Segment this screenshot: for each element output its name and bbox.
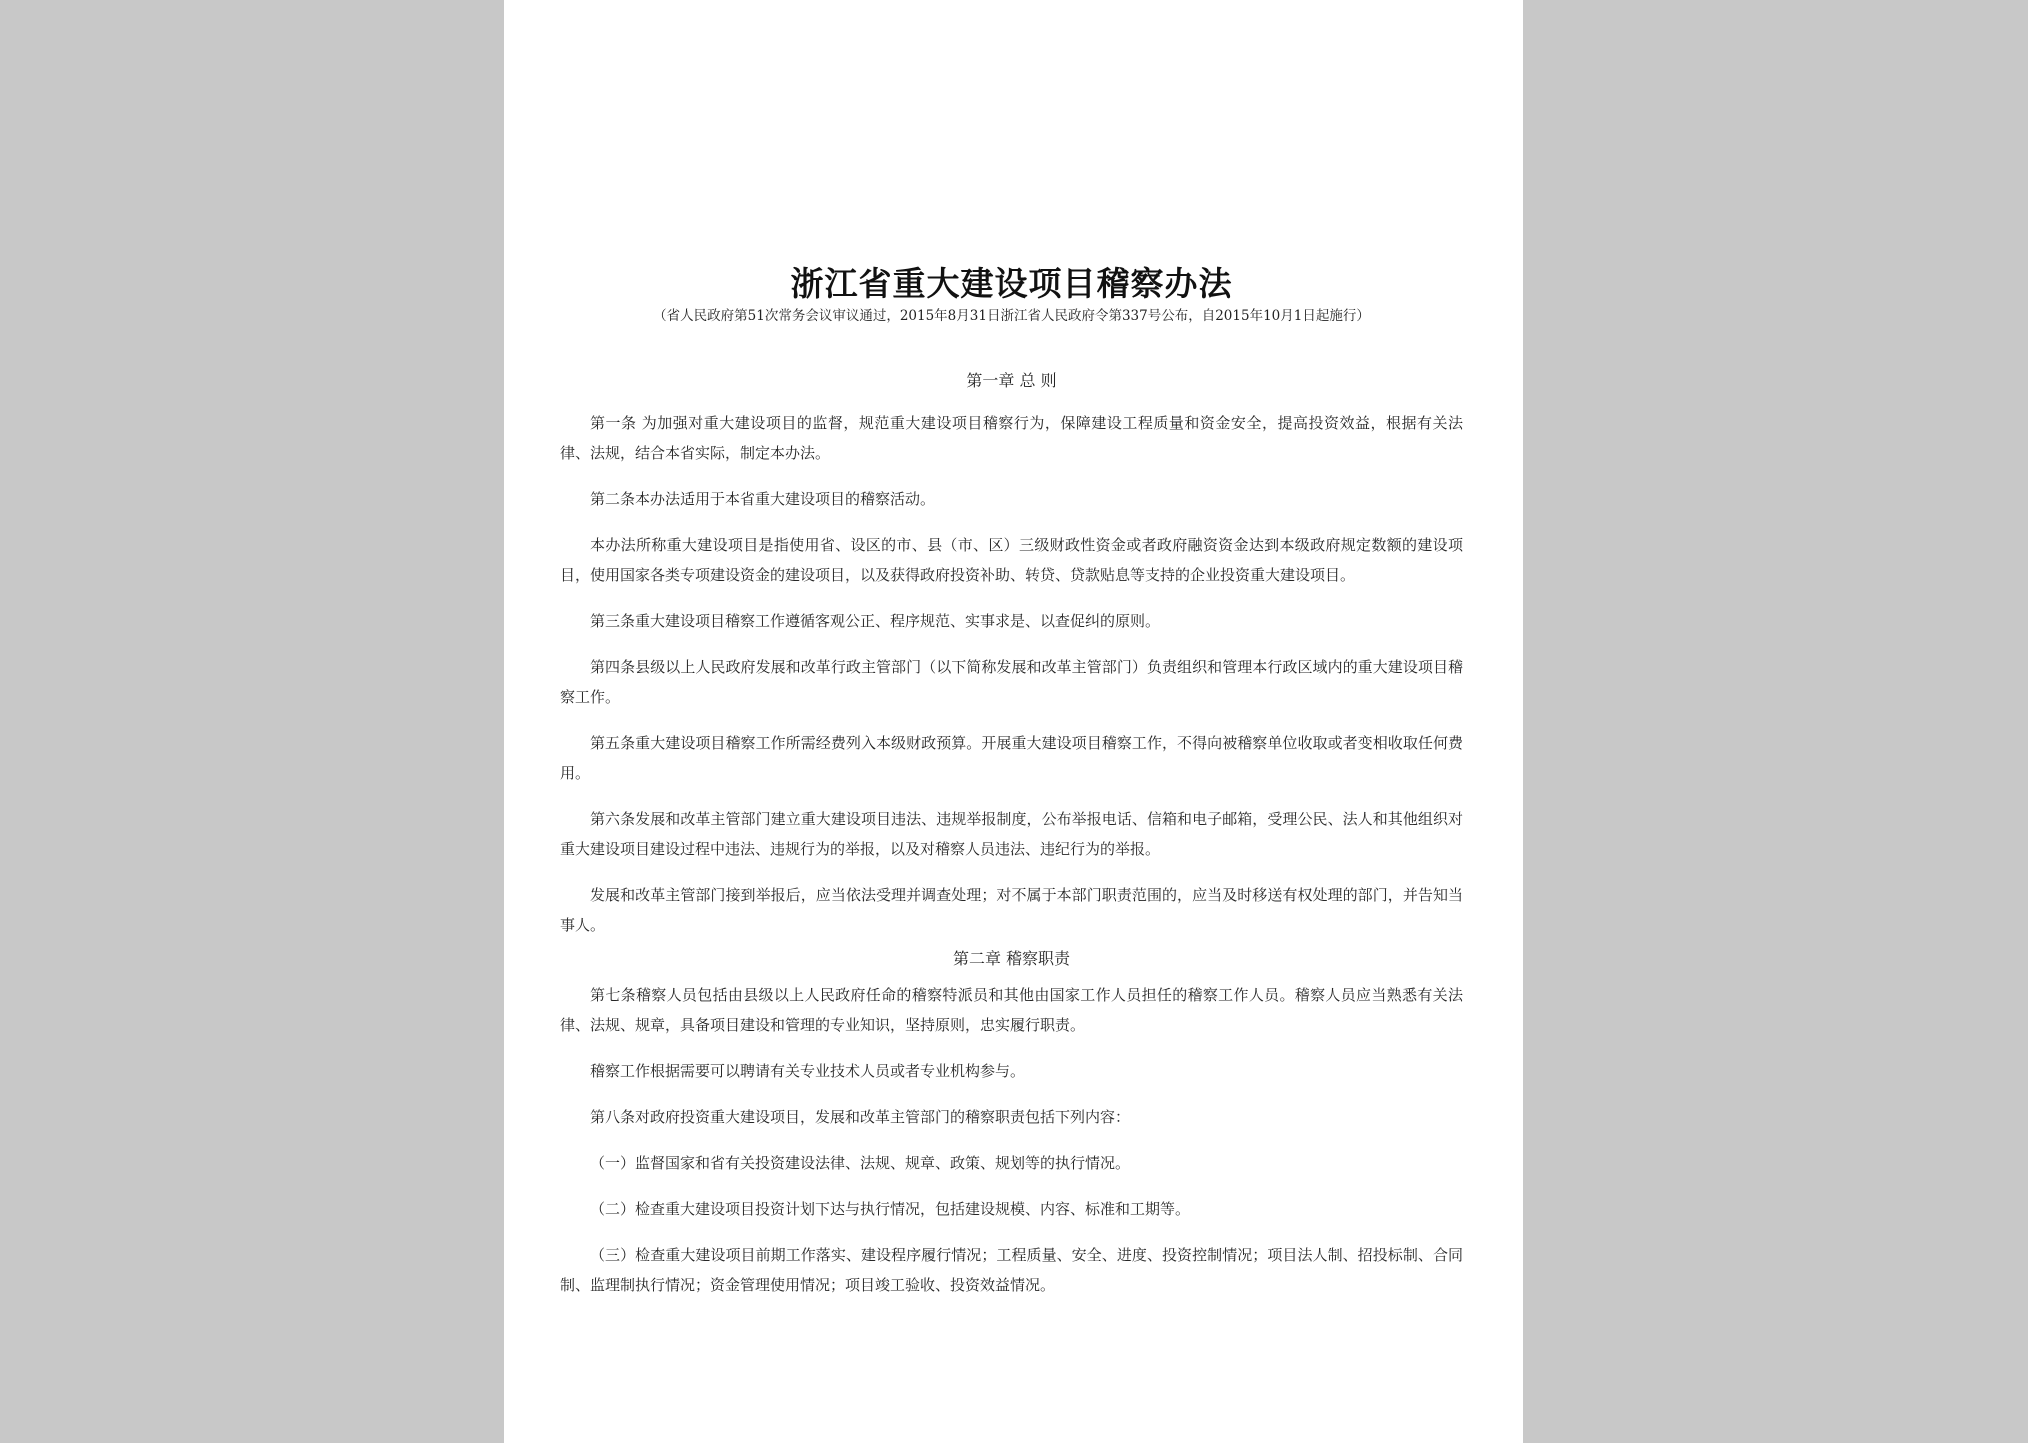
paragraph-article-4: 第四条县级以上人民政府发展和改革行政主管部门（以下简称发展和改革主管部门）负责组织和管理本行政区域内的重大建设项目稽察工作。 bbox=[560, 658, 1463, 706]
chapter-heading-2: 第二章 稽察职责 bbox=[952, 949, 1071, 968]
chapter-heading-1: 第一章 总 则 bbox=[966, 371, 1057, 390]
paragraph-article-8: 第八条对政府投资重大建设项目，发展和改革主管部门的稽察职责包括下列内容： bbox=[590, 1108, 1131, 1126]
document-title: 浙江省重大建设项目稽察办法 bbox=[790, 264, 1233, 303]
paragraph-article-3: 第三条重大建设项目稽察工作遵循客观公正、程序规范、实事求是、以查促纠的原则。 bbox=[590, 612, 1161, 630]
paragraph-article-1: 第一条 为加强对重大建设项目的监督，规范重大建设项目稽察行为，保障建设工程质量和资金安全，提高投资效益，根据有关法律、法规，结合本省实际，制定本办法。 bbox=[560, 414, 1463, 462]
document-page bbox=[504, 0, 1523, 1443]
paragraph-article-8-item-3: （三）检查重大建设项目前期工作落实、建设程序履行情况；工程质量、安全、进度、投资控制情况；项目法人制、招投标制、合同制、监理制执行情况；资金管理使用情况；项目竣工验收、投资效益情况。 bbox=[560, 1246, 1463, 1294]
paragraph-article-2: 第二条本办法适用于本省重大建设项目的稽察活动。 bbox=[590, 490, 936, 508]
paragraph-article-6-report-handling: 发展和改革主管部门接到举报后，应当依法受理并调查处理；对不属于本部门职责范围的，应当及时移送有权处理的部门，并告知当事人。 bbox=[560, 886, 1463, 934]
paragraph-article-7: 第七条稽察人员包括由县级以上人民政府任命的稽察特派员和其他由国家工作人员担任的稽察工作人员。稽察人员应当熟悉有关法律、法规、规章，具备项目建设和管理的专业知识，坚持原则，忠实履行职责。 bbox=[560, 986, 1463, 1034]
paragraph-article-5: 第五条重大建设项目稽察工作所需经费列入本级财政预算。开展重大建设项目稽察工作，不得向被稽察单位收取或者变相收取任何费用。 bbox=[560, 734, 1463, 782]
paragraph-article-8-item-1: （一）监督国家和省有关投资建设法律、法规、规章、政策、规划等的执行情况。 bbox=[590, 1154, 1131, 1172]
paragraph-article-8-item-2: （二）检查重大建设项目投资计划下达与执行情况，包括建设规模、内容、标准和工期等。 bbox=[590, 1200, 1191, 1218]
paragraph-article-7-experts: 稽察工作根据需要可以聘请有关专业技术人员或者专业机构参与。 bbox=[590, 1062, 1026, 1080]
document-subtitle: （省人民政府第51次常务会议审议通过，2015年8月31日浙江省人民政府令第337号公布，自2015年10月1日起施行） bbox=[653, 308, 1370, 324]
paragraph-article-6: 第六条发展和改革主管部门建立重大建设项目违法、违规举报制度，公布举报电话、信箱和电子邮箱，受理公民、法人和其他组织对重大建设项目建设过程中违法、违规行为的举报，以及对稽察人员违法、违纪行为的举报。 bbox=[560, 810, 1463, 858]
paragraph-article-2-definition: 本办法所称重大建设项目是指使用省、设区的市、县（市、区）三级财政性资金或者政府融资资金达到本级政府规定数额的建设项目，使用国家各类专项建设资金的建设项目，以及获得政府投资补助、转贷、贷款贴息等支持的企业投资重大建设项目。 bbox=[560, 536, 1463, 584]
